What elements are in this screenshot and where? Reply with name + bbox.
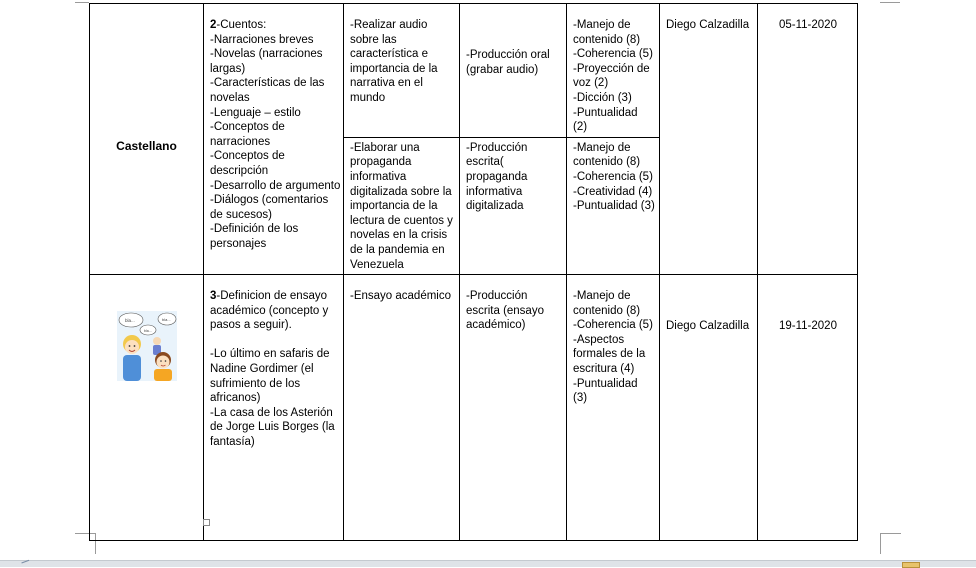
content-text: -Definicion de ensayo académico (concepto y pasos a seguir). -Lo último en safaris de Nadine Gordimer (el sufrimiento de los africanos) -La casa de los Asterión de Jorge Luis Borges (la fantasía) — [210, 290, 335, 449]
criteria-cell[interactable]: -Manejo de contenido (8) -Coherencia (5) -Creatividad (4) -Puntualidad (3) — [567, 137, 660, 274]
page-corner-top-right — [880, 0, 900, 3]
page-corner-bottom-right — [880, 533, 901, 554]
page-corner-top-left — [75, 0, 89, 3]
status-folder-icon[interactable] — [902, 562, 920, 568]
bubble-text: bla... — [143, 328, 152, 333]
subject-cell[interactable] — [90, 4, 204, 275]
table-row — [90, 275, 858, 541]
technique-cell[interactable]: -Producción oral (grabar audio) — [460, 4, 567, 138]
content-text: -Cuentos: -Narraciones breves -Novelas (narraciones largas) -Características de las novelas -Lenguaje – estilo -Conceptos de narraciones -Conceptos de descripción -Desarrollo de argumento -Diálogos (comentarios de sucesos) -Definición de los personajes — [210, 19, 341, 250]
activity-cell[interactable]: -Elaborar una propaganda informativa digitalizada sobre la importancia de la lectura de cuentos y novelas en la crisis de la pandemia en Venezuela — [344, 137, 460, 274]
children-talking-illustration — [117, 311, 177, 381]
content-number: 2 — [210, 19, 217, 31]
criteria-cell[interactable]: -Manejo de contenido (8) -Coherencia (5) -Proyección de voz (2) -Dicción (3) -Puntualidad (2) — [567, 4, 660, 138]
technique-cell[interactable]: -Producción escrita (ensayo académico) — [460, 275, 567, 541]
content-cell-3[interactable] — [204, 275, 344, 541]
teacher-cell[interactable]: Diego Calzadilla — [660, 275, 758, 541]
teacher-cell[interactable]: Diego Calzadilla — [660, 4, 758, 275]
illustration-cell — [90, 275, 204, 541]
date-cell[interactable]: 05-11-2020 — [758, 4, 858, 275]
date-cell[interactable]: 19-11-2020 — [758, 275, 858, 541]
criteria-cell[interactable]: -Manejo de contenido (8) -Coherencia (5) -Aspectos formales de la escritura (4) -Puntualidad (3) — [567, 275, 660, 541]
activity-cell[interactable]: -Ensayo académico — [344, 275, 460, 541]
bubble-text: bla... — [161, 316, 171, 322]
bubble-text: bla... — [124, 317, 135, 323]
planning-table — [89, 3, 858, 541]
content-cell-2[interactable] — [204, 4, 344, 275]
subject-label: Castellano — [116, 138, 177, 153]
activity-cell[interactable]: -Realizar audio sobre las característica e importancia de la narrativa en el mundo — [344, 4, 460, 138]
content-number: 3 — [210, 290, 217, 303]
table-row — [90, 4, 858, 138]
technique-cell[interactable]: -Producción escrita( propaganda informativa digitalizada — [460, 137, 567, 274]
table-resize-handle[interactable] — [203, 519, 210, 526]
